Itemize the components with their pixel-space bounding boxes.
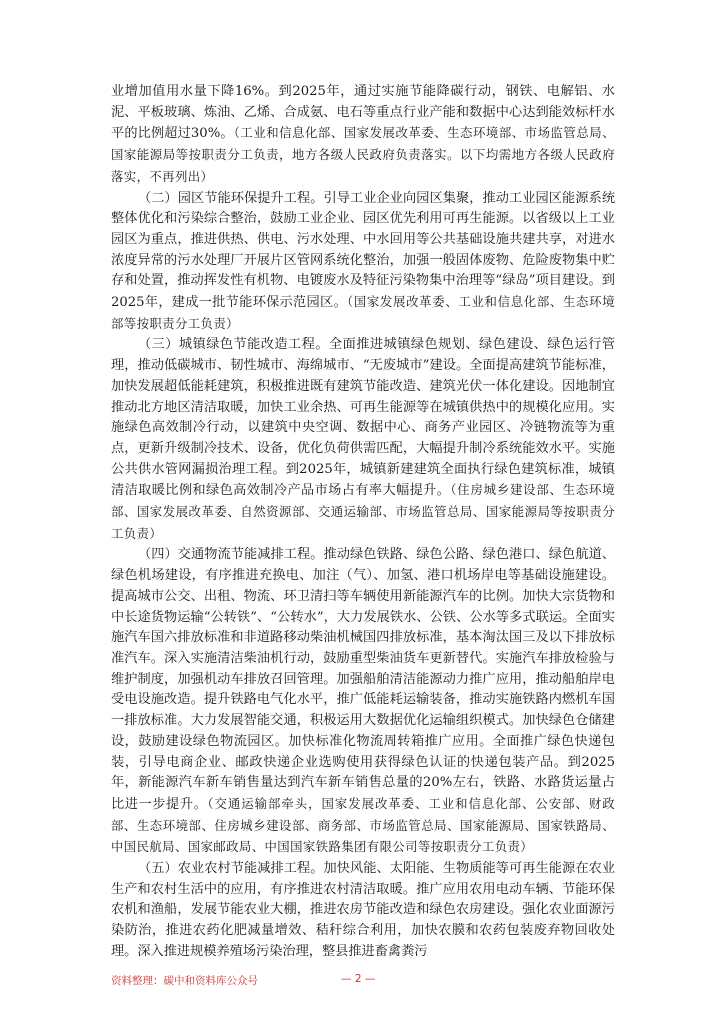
paragraph-text: 加快风能、太阳能、生物质能等可再生能源在农业生产和农村生活中的应用，有序推进农村清洁取暖。推广应用农用电动车辆、节能环保农机和渔船，发展节能农业大棚，推进农房节能改造和绿色农房建设。强化农业面源污染防治，推进农药化肥减量增效、秸秆综合利用，加快农膜和农药包装废弃物回收处理。深入推进规模养殖场污染治理，整县推进畜禽粪污 — [111, 861, 616, 959]
responsibility-note: （国家发展改革委、工业和信息化部、生态环境部等按职责分工负责） — [111, 294, 616, 331]
responsibility-note: （交通运输部牵头，国家发展改革委、工业和信息化部、公安部、财政部、生态环境部、住房城乡建设部、商务部、市场监管总局、国家能源局、国家铁路局、中国民航局、国家邮政局、中国国家铁路集团有限公司等按职责分工负责） — [111, 795, 615, 855]
page-number: — 2 — — [341, 973, 376, 985]
document-body — [111, 82, 615, 963]
paragraph-text: 引导工业企业向园区集聚，推动工业园区能源系统整体优化和污染综合整治，鼓励工业企业、园区优先利用可再生能源。以省级以上工业园区为重点，推进供热、供电、污水处理、中水回用等公共基础设施共建共享，对进水浓度异常的污水处理厂开展片区管网系统化整治，加强一般固体废物、危险废物集中贮存和处置，推动挥发性有机物、电镀废水及特征污染物集中治理等“绿岛”项目建设。到2025年，建成一批节能环保示范园区。 — [111, 190, 616, 311]
paragraph-text: 业增加值用水量下降16%。到2025年，通过实施节能降碳行动，钢铁、电解铝、水泥、平板玻璃、炼油、乙烯、合成氨、电石等重点行业产能和数据中心达到能效标杆水平的比例超过30%。 — [111, 84, 615, 142]
paragraph-intro — [111, 82, 615, 189]
responsibility-note: （工业和信息化部、国家发展改革委、生态环境部、市场监管总局、国家能源局等按职责分工负责，地方各级人民政府负责落实。以下均需地方各级人民政府落实，不再列出） — [111, 125, 615, 184]
section-heading: （二）园区节能环保提升工程。 — [138, 190, 324, 206]
responsibility-note: （住房城乡建设部、生态环境部、国家发展改革委、自然资源部、交通运输部、市场监管总局、国家能源局等按职责分工负责） — [111, 482, 616, 541]
paragraph-text: 推动绿色铁路、绿色公路、绿色港口、绿色航道、绿色机场建设，有序推进充换电、加注（气）、加氢、港口机场岸电等基础设施建设。提高城市公交、出租、物流、环卫清扫等车辆使用新能源汽车的比例。加快大宗货物和中长途货物运输“公转铁”、“公转水”，大力发展铁水、公铁、公水等多式联运。全面实施汽车国六排放标准和非道路移动柴油机械国四排放标准，基本淘汰国三及以下排放标准汽车。深入实施清洁柴油机行动，鼓励重型柴油货车更新替代。实施汽车排放检验与维护制度，加强机动车排放召回管理。加强船舶清洁能源动力推广应用，推动船舶岸电受电设施改造。提升铁路电气化水平，推广低能耗运输装备，推动实施铁路内燃机车国一排放标准。大力发展智能交通，积极运用大数据优化运输组织模式。加快绿色仓储建设，鼓励建设绿色物流园区。加快标准化物流周转箱推广应用。全面推广绿色快递包装，引导电商企业、邮政快递企业选购使用获得绿色认证的快递包装产品。到2025年，新能源汽车新车销售量达到汽车新车销售总量的20%左右，铁路、水路货运量占比进一步提升。 — [111, 547, 616, 812]
section-heading: （三）城镇绿色节能改造工程。 — [138, 337, 329, 353]
paragraph-agriculture — [111, 859, 615, 963]
paragraph-urban-green — [111, 335, 615, 545]
section-heading: （五）农业农村节能减排工程。 — [138, 861, 324, 877]
paragraph-transport — [111, 545, 615, 859]
paragraph-park-energy — [111, 189, 615, 336]
paragraph-text: 全面推进城镇绿色规划、绿色建设、绿色运行管理，推动低碳城市、韧性城市、海绵城市、“无废城市”建设。全面提高建筑节能标准，加快发展超低能耗建筑，积极推进既有建筑节能改造、建筑光伏一体化建设。因地制宜推动北方地区清洁取暖，加快工业余热、可再生能源等在城镇供热中的规模化应用。实施绿色高效制冷行动，以建筑中央空调、数据中心、商务产业园区、冷链物流等为重点，更新升级制冷技术、设备，优化负荷供需匹配，大幅提升制冷系统能效水平。实施公共供水管网漏损治理工程。到2025年，城镇新建建筑全面执行绿色建筑标准，城镇清洁取暖比例和绿色高效制冷产品市场占有率大幅提升。 — [111, 337, 616, 499]
section-heading: （四）交通物流节能减排工程。 — [138, 547, 324, 563]
page-footer — [111, 973, 615, 993]
source-credit: 资料整理：碳中和资料库公众号 — [111, 975, 258, 987]
